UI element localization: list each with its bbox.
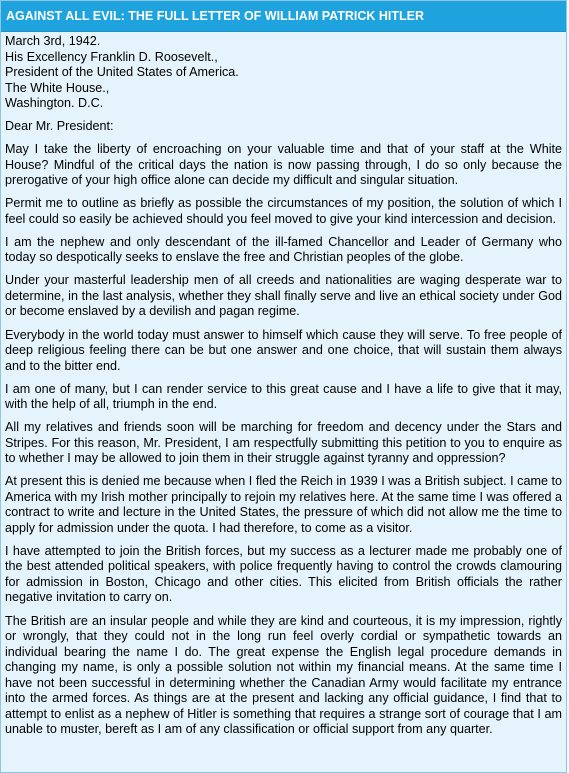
address-block bbox=[5, 34, 562, 112]
paragraph: Everybody in the world today must answer to himself which cause they will serve. To free people of deep religious feeling there can be but one answer and one choice, that will sustain them always and to the bitter end. bbox=[5, 327, 562, 373]
paragraph: I am one of many, but I can render service to this great cause and I have a life to give that it may, with the help of all, triumph in the end. bbox=[5, 381, 562, 412]
recipient-address-line-1: The White House., bbox=[5, 80, 110, 95]
paragraph: Permit me to outline as briefly as possible the circumstances of my position, the solution of which I feel could so easily be achieved should you feel moved to give your kind intercession and decision. bbox=[5, 196, 562, 226]
paragraph: Under your masterful leadership men of all creeds and nationalities are waging desperate war to determine, in the last analysis, whether they shall finally serve and live an ethical society under God or become enslaved by a devilish and pagan regime. bbox=[5, 273, 562, 319]
paragraph: I am the nephew and only descendant of the ill-famed Chancellor and Leader of Germany who today so despotically seeks to enslave the free and Christian peoples of the globe. bbox=[5, 234, 562, 265]
paragraph: May I take the liberty of encroaching on your valuable time and that of your staff at the White House? Mindful of the critical days the nation is now passing through, I do so only because the prerogative of your high office alone can decide my difficult and singular situation. bbox=[5, 142, 562, 188]
paragraph: I have attempted to join the British forces, but my success as a lecturer made me probably one of the best attended political speakers, with police frequently having to control the crowds clamouring for admission in Boston, Chicago and other cities. This elicited from British officials the rather negative invitation to carry on. bbox=[5, 543, 562, 605]
paragraph: All my relatives and friends soon will be marching for freedom and decency under the Stars and Stripes. For this reason, Mr. President, I am respectfully submitting this petition to you to enquire as to whether I may be allowed to join them in their struggle against tyranny and oppression? bbox=[5, 420, 562, 466]
paragraph: At present this is denied me because when I fled the Reich in 1939 I was a British subject. I came to America with my Irish mother principally to rejoin my relatives here. At the same time I was offered a contract to write and lecture in the United States, the pressure of which did not allow me the time to apply for admission under the quota. I had therefore, to come as a visitor. bbox=[5, 474, 562, 535]
recipient-name: His Excellency Franklin D. Roosevelt., bbox=[5, 49, 218, 64]
recipient-title: President of the United States of America. bbox=[5, 65, 239, 79]
letter-body bbox=[1, 32, 566, 738]
recipient-address-line-2: Washington. D.C. bbox=[5, 96, 104, 110]
salutation: Dear Mr. President: bbox=[5, 119, 114, 134]
paragraph: The British are an insular people and while they are kind and courteous, it is my impression, rightly or wrongly, that they could not in the long run feel overly cordial or sympathetic towards an individual bearing the name I do. The great expense the English legal procedure demands in changing my name, is only a possible solution not within my financial means. At the same time I have not been successful in determining whether the Canadian Army would facilitate my entrance into the armed forces. As things are at the present and lacking any official guidance, I find that to attempt to enlist as a nephew of Hitler is something that requires a strange sort of courage that I am unable to muster, bereft as I am of any classification or official support from any quarter. bbox=[5, 613, 562, 737]
panel-title: AGAINST ALL EVIL: THE FULL LETTER OF WILLIAM PATRICK HITLER bbox=[1, 1, 566, 32]
letter-date: March 3rd, 1942. bbox=[5, 34, 101, 48]
